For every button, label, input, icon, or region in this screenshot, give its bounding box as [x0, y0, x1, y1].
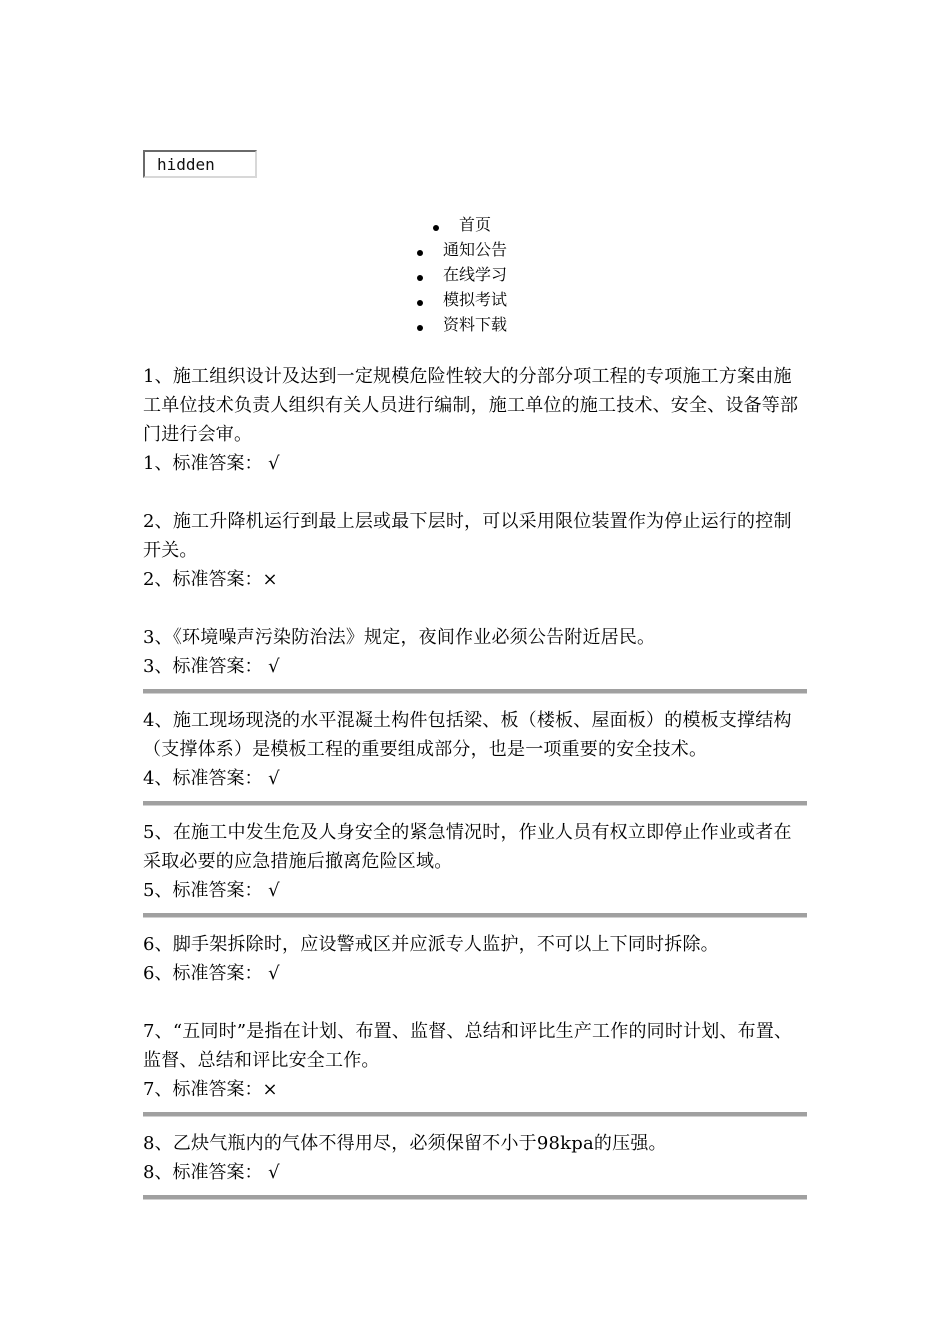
- question-text: 2、施工升降机运行到最上层或最下层时，可以采用限位装置作为停止运行的控制开关。: [143, 511, 792, 561]
- question-list: [143, 362, 807, 1212]
- nav-item-downloads[interactable]: [0, 312, 950, 337]
- answer-text: 5、标准答案： √: [143, 880, 280, 901]
- divider: [143, 689, 807, 694]
- answer-text: 4、标准答案： √: [143, 768, 280, 789]
- nav-item-mock-exam[interactable]: [0, 287, 950, 312]
- answer-text: 8、标准答案： √: [143, 1162, 280, 1183]
- spacer: [143, 594, 807, 623]
- answer-text: 7、标准答案：×: [143, 1079, 278, 1100]
- spacer: [143, 478, 807, 507]
- spacer: [143, 988, 807, 1017]
- question-text: 7、“五同时”是指在计划、布置、监督、总结和评比生产工作的同时计划、布置、监督、总结和评比安全工作。: [143, 1021, 793, 1071]
- nav-item-home[interactable]: [0, 212, 950, 237]
- nav-item-label: 通知公告: [442, 240, 507, 259]
- divider: [143, 1112, 807, 1117]
- divider: [143, 801, 807, 806]
- nav-item-label: 模拟考试: [442, 290, 507, 309]
- nav-item-label: 首页: [458, 215, 491, 234]
- question-text: 6、脚手架拆除时，应设警戒区并应派专人监护，不可以上下同时拆除。: [143, 934, 719, 955]
- answer-text: 6、标准答案： √: [143, 963, 280, 984]
- bullet-icon: [417, 275, 423, 281]
- nav-menu: [0, 212, 950, 337]
- question-text: 5、在施工中发生危及人身安全的紧急情况时，作业人员有权立即停止作业或者在采取必要的应急措施后撤离危险区域。: [143, 822, 792, 872]
- nav-item-notices[interactable]: [0, 237, 950, 262]
- nav-item-label: 在线学习: [442, 265, 507, 284]
- bullet-icon: [417, 325, 423, 331]
- hidden-text-field[interactable]: hidden: [143, 150, 257, 178]
- question-text: 8、乙炔气瓶内的气体不得用尽，必须保留不小于98kpa的压强。: [143, 1133, 667, 1154]
- nav-item-label: 资料下载: [442, 315, 507, 334]
- bullet-icon: [417, 300, 423, 306]
- answer-text: 2、标准答案：×: [143, 569, 278, 590]
- question-text: 3、《环境噪声污染防治法》规定，夜间作业必须公告附近居民。: [143, 627, 656, 648]
- bullet-icon: [417, 250, 423, 256]
- question-text: 4、施工现场现浇的水平混凝土构件包括梁、板（楼板、屋面板）的模板支撑结构（支撑体系）是模板工程的重要组成部分，也是一项重要的安全技术。: [143, 710, 792, 760]
- divider: [143, 1195, 807, 1200]
- question-text: 1、施工组织设计及达到一定规模危险性较大的分部分项工程的专项施工方案由施工单位技术负责人组织有关人员进行编制，施工单位的施工技术、安全、设备等部门进行会审。: [143, 366, 799, 445]
- answer-text: 3、标准答案： √: [143, 656, 280, 677]
- answer-text: 1、标准答案： √: [143, 453, 280, 474]
- bullet-icon: [433, 225, 439, 231]
- nav-item-online-learning[interactable]: [0, 262, 950, 287]
- divider: [143, 913, 807, 918]
